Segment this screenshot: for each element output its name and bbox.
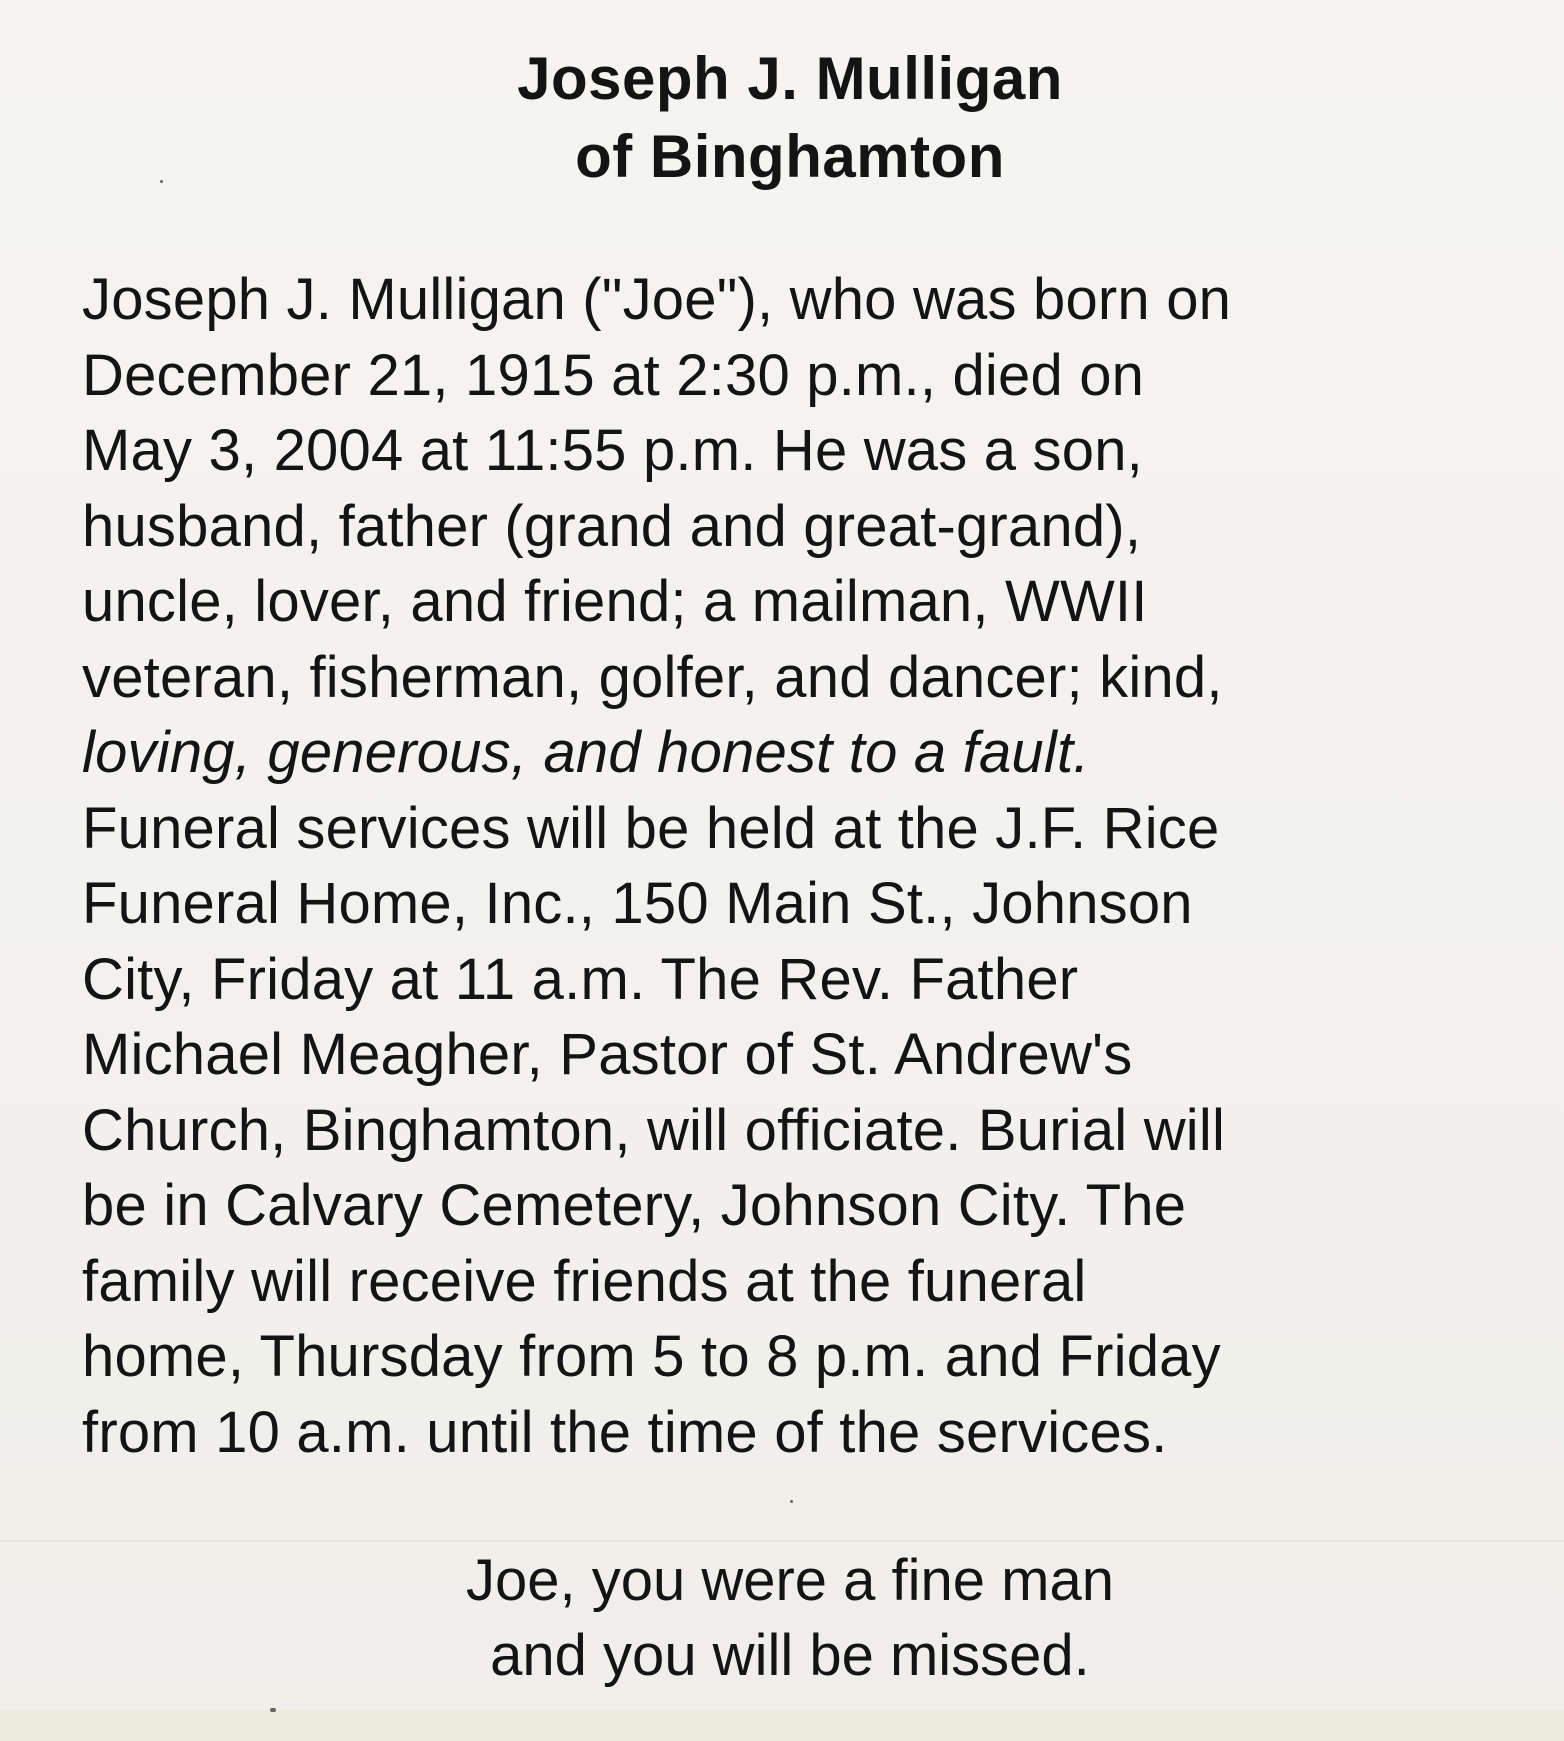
obituary-heading	[0, 40, 1564, 196]
closing-line: Joe, you were a fine man	[465, 1548, 1115, 1613]
body-line: loving, generous, and honest to a fault.	[82, 720, 1090, 785]
paper-speck	[270, 1708, 276, 1712]
closing-line: and you will be missed.	[490, 1623, 1090, 1688]
body-line: husband, father (grand and great-grand),	[82, 493, 1142, 559]
paper-speck	[160, 180, 163, 183]
body-line: Michael Meagher, Pastor of St. Andrew's	[82, 1022, 1133, 1087]
body-line: City, Friday at 11 a.m. The Rev. Father	[82, 946, 1079, 1012]
bottom-paper-strip	[0, 1710, 1564, 1741]
body-line: uncle, lover, and friend; a mailman, WWII	[82, 569, 1148, 634]
body-line: December 21, 1915 at 2:30 p.m., died on	[82, 342, 1145, 408]
heading-name: Joseph J. Mulligan	[517, 45, 1063, 112]
body-line: Funeral Home, Inc., 150 Main St., Johnson	[82, 871, 1193, 936]
body-line: Joseph J. Mulligan ("Joe"), who was born on	[82, 267, 1232, 332]
tape-edge	[0, 1540, 1564, 1542]
body-line: Church, Binghamton, will officiate. Burial will	[82, 1097, 1226, 1163]
body-line: from 10 a.m. until the time of the services.	[82, 1399, 1168, 1465]
obituary-body	[82, 262, 1462, 1470]
heading-place: of Binghamton	[575, 123, 1005, 190]
body-line: May 3, 2004 at 11:55 p.m. He was a son,	[82, 418, 1143, 483]
body-line: be in Calvary Cemetery, Johnson City. The	[82, 1173, 1187, 1238]
body-line: family will receive friends at the funeral	[82, 1248, 1087, 1314]
body-line: veteran, fisherman, golfer, and dancer; kind,	[82, 644, 1223, 710]
closing-message	[0, 1543, 1564, 1693]
body-line: Funeral services will be held at the J.F. Rice	[82, 795, 1220, 861]
paper-speck	[790, 1500, 793, 1503]
body-line: home, Thursday from 5 to 8 p.m. and Friday	[82, 1324, 1221, 1389]
